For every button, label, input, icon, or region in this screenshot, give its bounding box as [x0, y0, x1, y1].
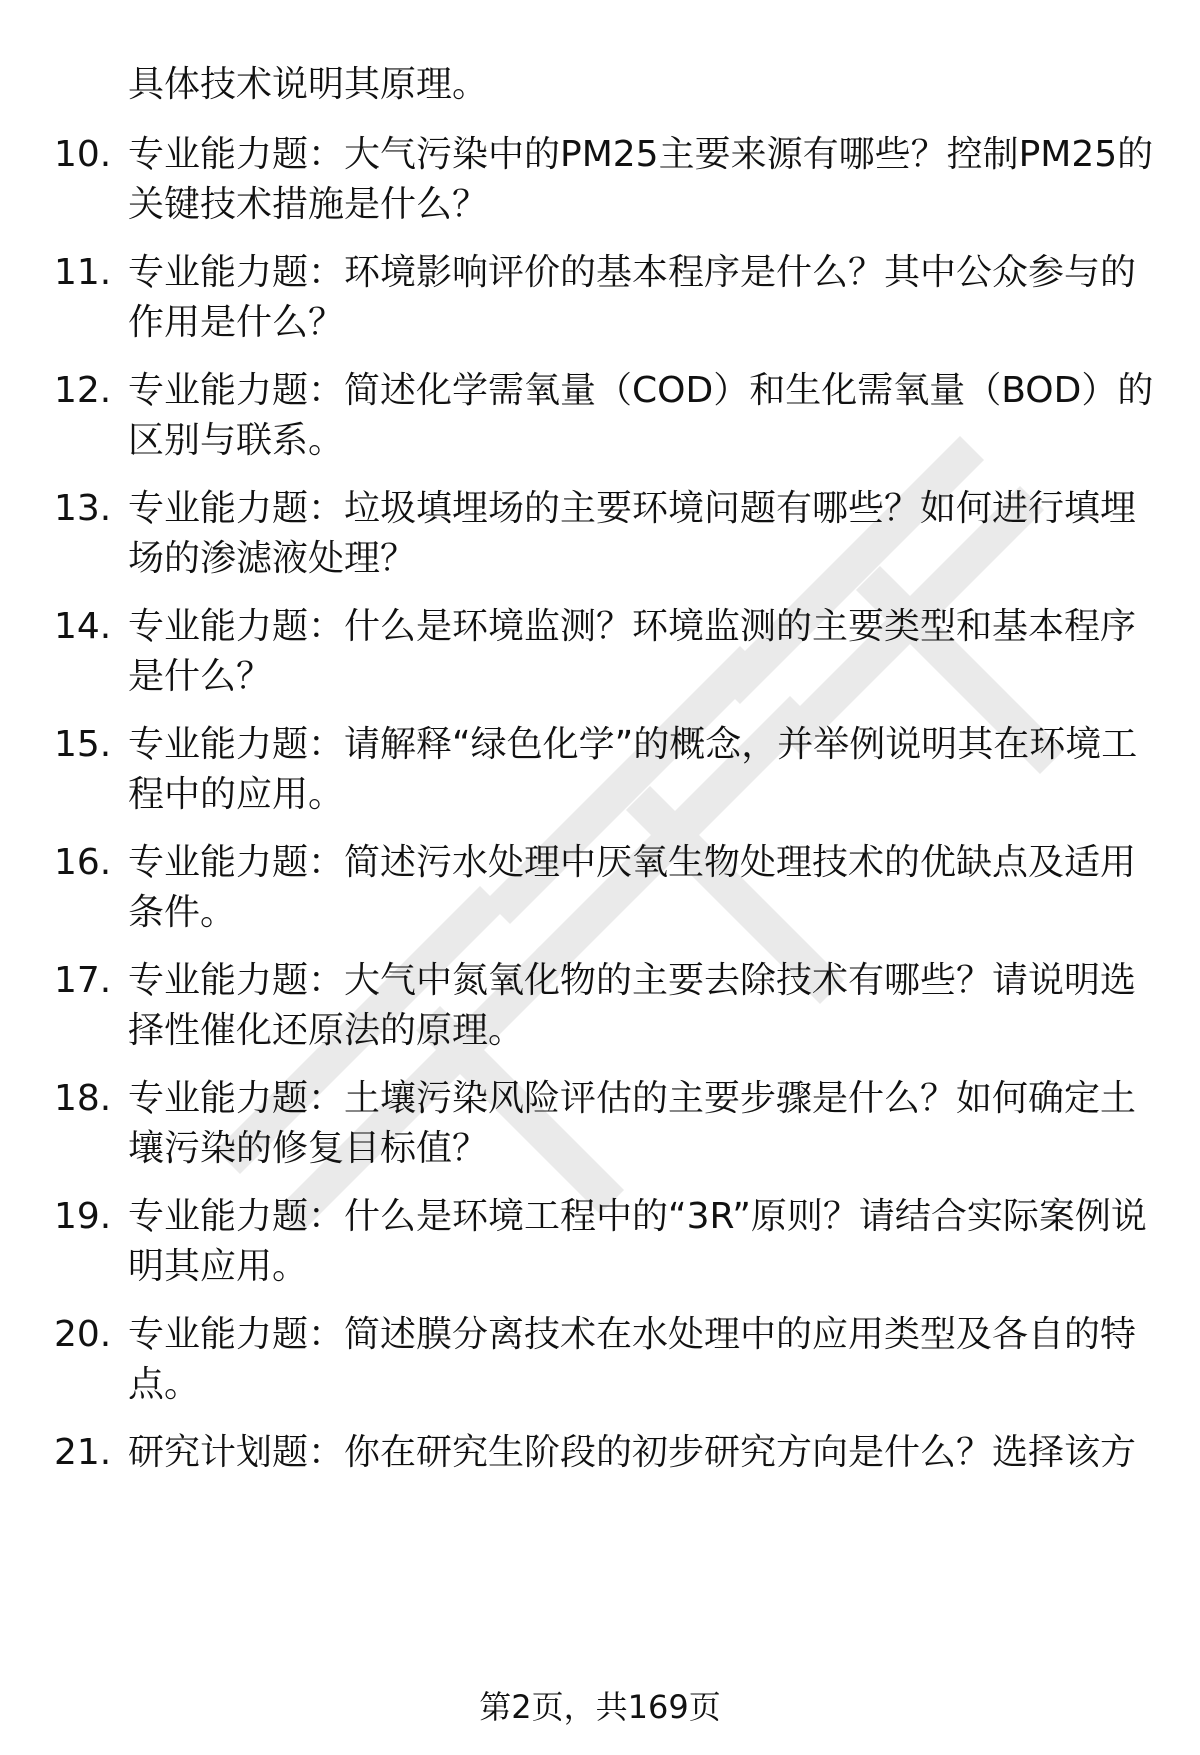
question-number: 21.	[54, 1432, 112, 1473]
question-text: 专业能力题：简述膜分离技术在水处理中的应用类型及各自的特点。	[128, 1314, 1137, 1405]
question-number: 10.	[54, 134, 112, 175]
question-number: 13.	[54, 488, 112, 529]
question-number: 18.	[54, 1078, 112, 1119]
question-text: 专业能力题：土壤污染风险评估的主要步骤是什么？如何确定土壤污染的修复目标值？	[128, 1078, 1137, 1169]
continuation-line: 具体技术说明其原理。	[128, 64, 489, 105]
page-footer: 第2页，共169页	[479, 1688, 721, 1726]
question-text: 专业能力题：大气中氮氧化物的主要去除技术有哪些？请说明选择性催化还原法的原理。	[128, 960, 1137, 1051]
question-text: 专业能力题：大气污染中的PM25主要来源有哪些？控制PM25的关键技术措施是什么？	[128, 134, 1154, 225]
question-text: 研究计划题：你在研究生阶段的初步研究方向是什么？选择该方	[128, 1432, 1137, 1473]
question-number: 17.	[54, 960, 112, 1001]
question-number: 20.	[54, 1314, 112, 1355]
question-number: 12.	[54, 370, 112, 411]
question-number: 19.	[54, 1196, 112, 1237]
question-text: 专业能力题：垃圾填埋场的主要环境问题有哪些？如何进行填埋场的渗滤液处理？	[128, 488, 1137, 579]
question-number: 11.	[54, 252, 112, 293]
question-number: 15.	[54, 724, 112, 765]
question-text: 专业能力题：什么是环境工程中的“3R”原则？请结合实际案例说明其应用。	[128, 1196, 1147, 1287]
question-text: 专业能力题：环境影响评价的基本程序是什么？其中公众参与的作用是什么？	[128, 252, 1137, 343]
question-number: 16.	[54, 842, 112, 883]
question-text: 专业能力题：什么是环境监测？环境监测的主要类型和基本程序是什么？	[128, 606, 1137, 697]
question-text: 专业能力题：简述污水处理中厌氧生物处理技术的优缺点及适用条件。	[128, 842, 1137, 933]
question-number: 14.	[54, 606, 112, 647]
question-text: 专业能力题：简述化学需氧量（COD）和生化需氧量（BOD）的区别与联系。	[128, 370, 1154, 461]
question-text: 专业能力题：请解释“绿色化学”的概念，并举例说明其在环境工程中的应用。	[128, 724, 1138, 815]
